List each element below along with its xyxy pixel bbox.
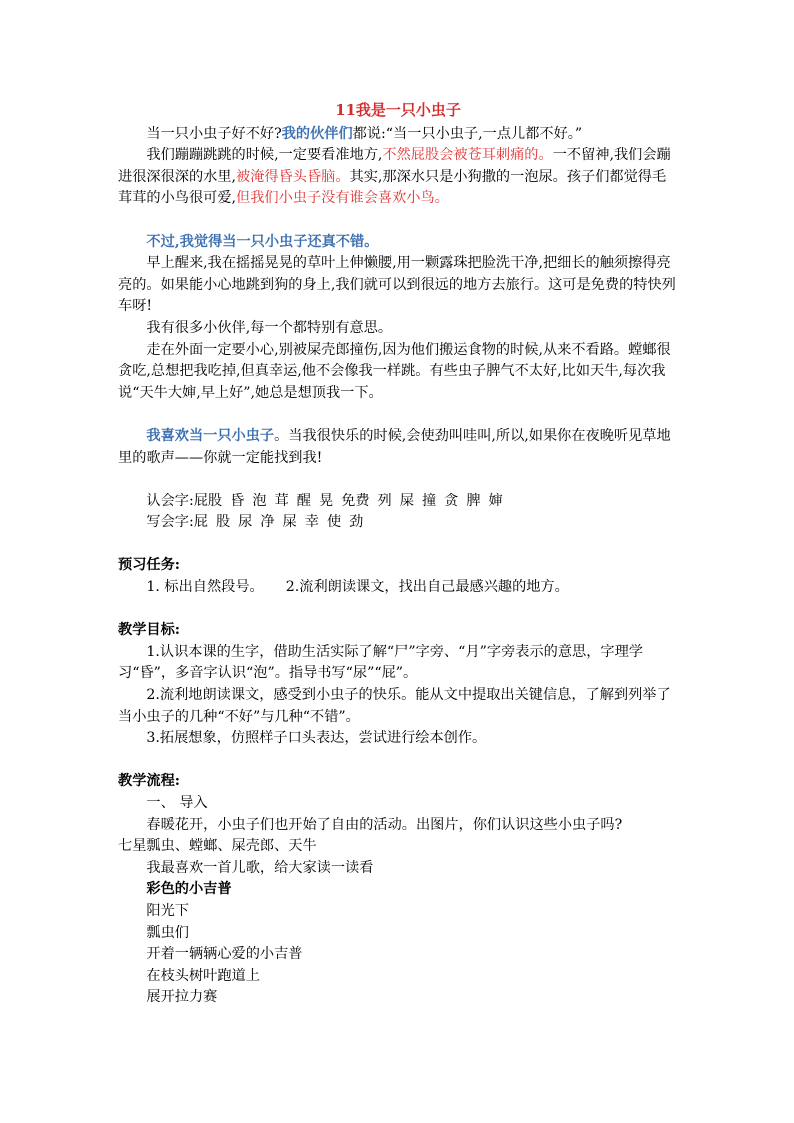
recognize-words: [194, 493, 511, 509]
flow-heading: 教学流程:: [118, 773, 180, 790]
poem-line: 阳光下: [146, 902, 189, 919]
highlight-blue: 我喜欢当一只小虫子: [146, 427, 275, 444]
recognize-word: 脾: [466, 492, 481, 509]
write-word: 屎: [282, 514, 297, 531]
text-span: 其实,那深水只是小狗撒的一泡尿。孩子们都觉得毛茸茸的小鸟很可爱,: [118, 168, 667, 207]
preview-items: [118, 577, 678, 599]
recognize-word: 贪: [444, 492, 459, 509]
recognize-word: 茸: [274, 492, 289, 509]
recognize-word: 醒: [296, 492, 311, 509]
spacer: [118, 750, 678, 772]
flow-intro: 春暖花开，小虫子们也开始了自由的活动。出图片，你们认识这些小虫子吗?: [146, 816, 623, 833]
recognize-word: 屁股: [193, 492, 223, 509]
paragraph-4: 早上醒来,我在摇摇晃晃的草叶上伸懒腰,用一颗露珠把脸洗干净,把细长的触须擦得亮亮的。如果能小心地跳到狗的身上,我们就可以到很远的地方去旅行。这可是免费的特快列车呀!: [118, 255, 676, 315]
highlight-red: 被淹得昏头昏脑。: [236, 168, 350, 185]
highlight-red: 不然屁股会被苍耳刺痛的。: [382, 147, 553, 164]
write-word: 净: [260, 514, 275, 531]
poem-line: 瓢虫们: [146, 924, 189, 941]
recognize-word: 列: [377, 492, 392, 509]
paragraph-7: [118, 426, 678, 469]
recognize-word: 撞: [421, 492, 437, 509]
poem-line: 开着一辆辆心爱的小吉普: [146, 946, 303, 963]
text-span: 当一只小虫子好不好?: [146, 125, 282, 142]
document-page: [118, 100, 678, 1009]
highlight-red: 但我们小虫子没有谁会喜欢小鸟。: [236, 190, 449, 207]
preview-item-2: 2.流利朗读课文，找出自己最感兴趣的地方。: [285, 579, 569, 596]
text-span: 。当我很快乐的时候,会使劲叫哇叫,所以,如果你在夜晚听见草地里的歌声——你就一定能找到我!: [118, 427, 671, 466]
goal-1: 1.认识本课的生字，借助生活实际了解“尸”字旁、“月”字旁表示的意思，字理学习“昏”，多音字认识“泡”。指导书写“尿”“屁”。: [118, 643, 643, 682]
recognize-word: 免费: [341, 492, 370, 509]
write-word: 股: [215, 514, 231, 531]
write-word: 劲: [349, 514, 364, 531]
paragraph-3: 不过,我觉得当一只小虫子还真不错。: [146, 233, 379, 250]
preview-heading: 预习任务:: [118, 557, 180, 574]
poem-line: 展开拉力赛: [146, 989, 218, 1006]
paragraph-2: [118, 145, 678, 210]
flow-bugs: 七星瓢虫、螳螂、屎壳郎、天牛: [118, 838, 317, 855]
poem-title: 彩色的小吉普: [146, 881, 232, 898]
spacer: [118, 210, 678, 232]
write-words-line: [118, 512, 678, 534]
write-word: 屁: [193, 514, 208, 531]
spacer: [118, 404, 678, 426]
flow-song-intro: 我最喜欢一首儿歌，给大家读一读看: [146, 859, 374, 876]
text-span: 我们蹦蹦跳跳的时候,一定要看准地方,: [146, 147, 383, 164]
text-span: 一不留神,我们会蹦进很深很深的水里,: [118, 147, 671, 185]
paragraph-5: 我有很多小伙伴,每一个都特别有意思。: [146, 319, 393, 336]
recognize-word: 泡: [252, 492, 267, 509]
spacer: [118, 599, 678, 621]
recognize-word: 昏: [230, 492, 245, 509]
text-span: 都说:“当一只小虫子,一点儿都不好。”: [352, 125, 583, 142]
paragraph-1: [118, 124, 678, 146]
poem-line: 在枝头树叶跑道上: [146, 967, 260, 984]
spacer: [118, 469, 678, 491]
page-title: 11我是一只小虫子: [335, 101, 461, 119]
recognize-words-line: [118, 491, 678, 513]
recognize-label: 认会字:: [146, 492, 194, 509]
goals-heading: 教学目标:: [118, 622, 180, 639]
write-word: 尿: [238, 514, 253, 531]
write-word: 幸: [304, 514, 319, 531]
write-words: [194, 514, 372, 530]
recognize-word: 屎: [399, 492, 414, 509]
write-label: 写会字:: [146, 514, 194, 531]
poem: [118, 901, 678, 1009]
highlight-blue: 我的伙伴们: [281, 125, 353, 142]
paragraph-6: 走在外面一定要小心,别被屎壳郎撞伤,因为他们搬运食物的时候,从来不看路。螳螂很贪吃,总想把我吃掉,但真幸运,他不会像我一样跳。有些虫子脾气不太好,比如天牛,每次我说“天牛大婶,早上好”,她总是想顶我一下。: [118, 341, 671, 401]
recognize-word: 晃: [318, 492, 334, 509]
goal-2: 2.流利地朗读课文，感受到小虫子的快乐。能从文中提取出关键信息，了解到列举了当小虫子的几种“不好”与几种“不错”。: [118, 687, 671, 725]
spacer: [118, 534, 678, 556]
flow-step-1: 一、 导入: [146, 795, 208, 811]
write-word: 使: [326, 514, 342, 531]
preview-item-1: 1. 标出自然段号。: [146, 579, 264, 596]
goal-3: 3.拓展想象，仿照样子口头表达，尝试进行绘本创作。: [146, 730, 487, 747]
recognize-word: 婶: [488, 492, 503, 509]
